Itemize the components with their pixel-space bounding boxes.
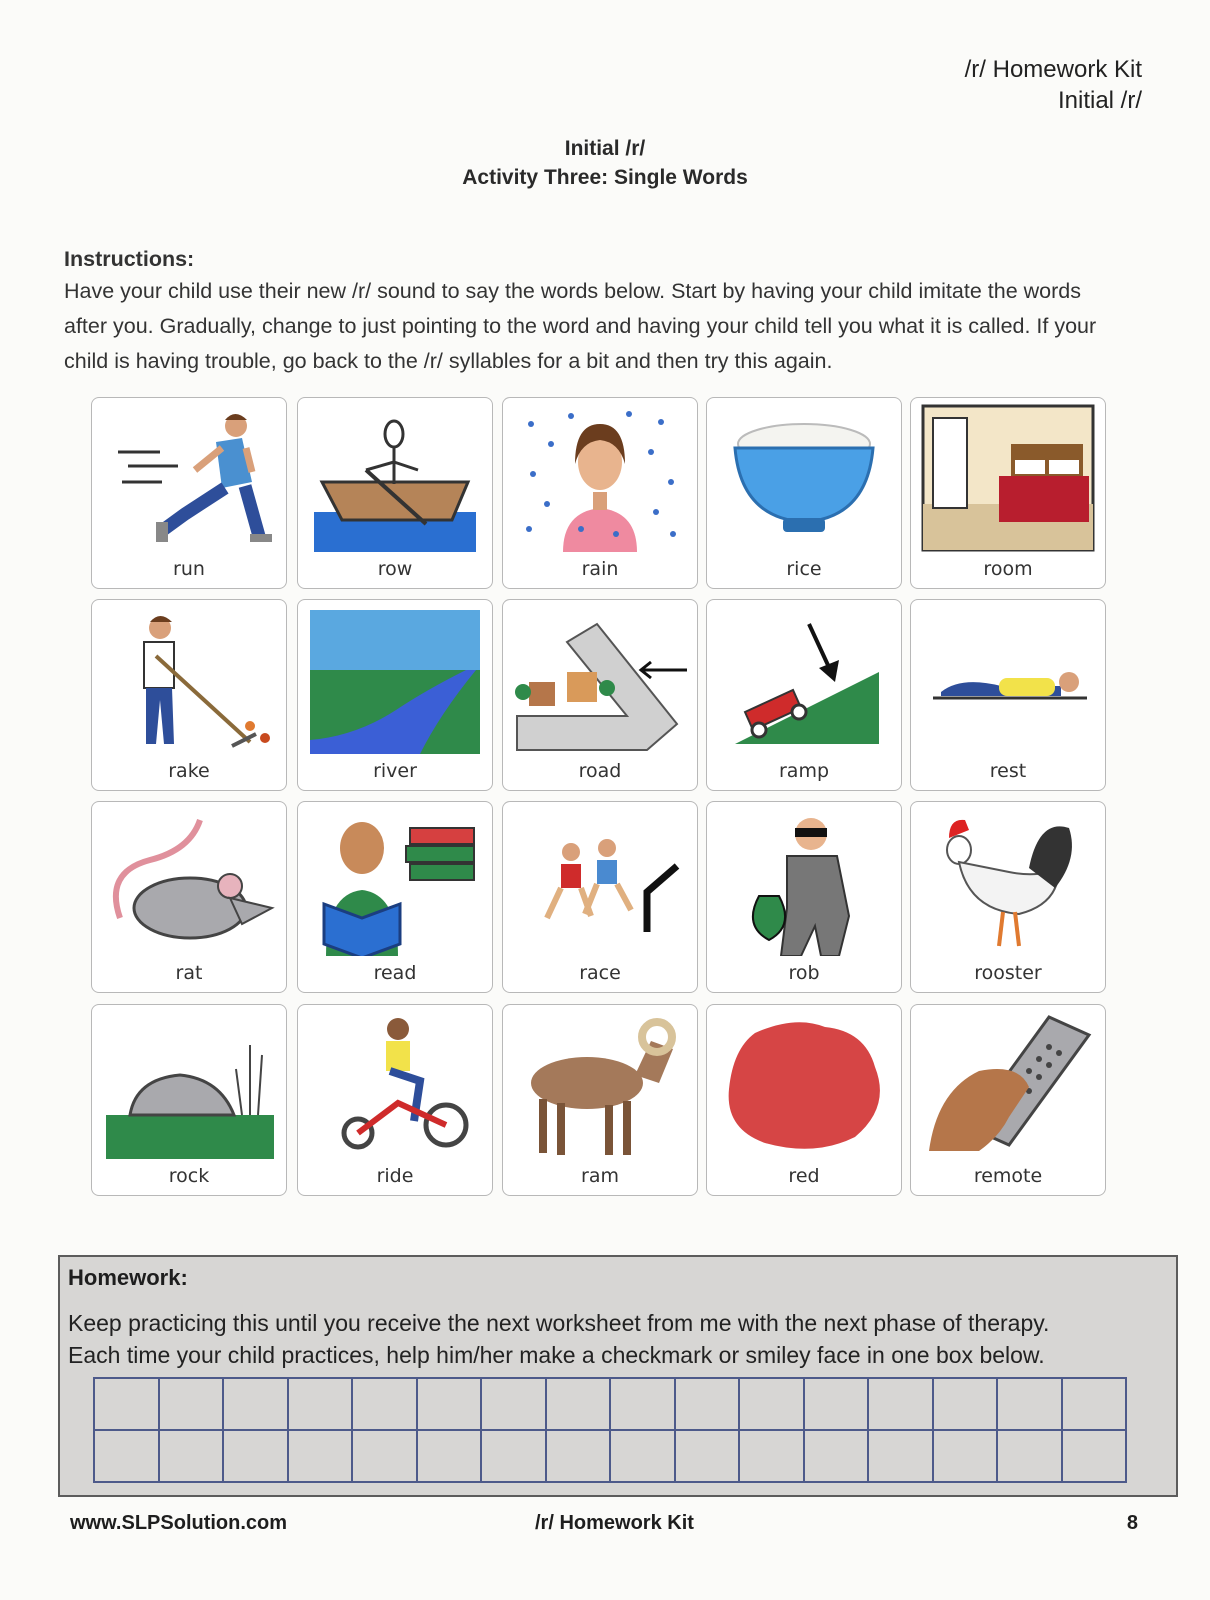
kit-title: /r/ Homework Kit	[964, 56, 1142, 83]
card-rat	[91, 801, 287, 993]
kit-subtitle: Initial /r/	[1057, 87, 1142, 114]
checkbox-cell[interactable]	[675, 1378, 740, 1430]
checkbox-cell[interactable]	[352, 1430, 417, 1482]
checkbox-cell[interactable]	[933, 1378, 998, 1430]
checkbox-cell[interactable]	[675, 1430, 740, 1482]
card-word: red	[788, 1165, 820, 1187]
robber-icon	[715, 808, 893, 956]
checkbox-cell[interactable]	[417, 1430, 482, 1482]
checkmark-grid	[93, 1377, 1127, 1483]
homework-line-1: Keep practicing this until you receive the next worksheet from me with the next phase of therapy.	[68, 1310, 1050, 1336]
card-word: remote	[973, 1165, 1043, 1187]
card-rain	[502, 397, 698, 589]
card-word: race	[579, 962, 621, 984]
ram-icon	[511, 1011, 689, 1159]
checkbox-cell[interactable]	[1062, 1378, 1127, 1430]
checkbox-cell[interactable]	[997, 1378, 1062, 1430]
header-right	[965, 54, 1142, 116]
running-man-icon	[100, 404, 278, 552]
checkbox-cell[interactable]	[94, 1378, 159, 1430]
road-icon	[511, 606, 689, 754]
card-word: ride	[376, 1165, 414, 1187]
rowing-boat-icon	[306, 404, 484, 552]
card-word: river	[373, 760, 417, 782]
checkbox-cell[interactable]	[546, 1430, 611, 1482]
homework-line-2: Each time your child practices, help him/her make a checkmark or smiley face in one box below.	[68, 1342, 1045, 1368]
card-word: road	[578, 760, 622, 782]
card-race	[502, 801, 698, 993]
checkbox-cell[interactable]	[481, 1378, 546, 1430]
reading-child-icon	[306, 808, 484, 956]
raking-man-icon	[100, 606, 278, 754]
footer-website[interactable]: www.SLPSolution.com	[70, 1512, 288, 1534]
race-runners-icon	[511, 808, 689, 956]
card-word: rock	[168, 1165, 210, 1187]
footer-page-number: 8	[1126, 1512, 1138, 1534]
title-line-2: Activity Three: Single Words	[462, 166, 748, 189]
checkbox-cell[interactable]	[546, 1378, 611, 1430]
card-run	[91, 397, 287, 589]
card-word: rake	[168, 760, 210, 782]
card-word: rest	[989, 760, 1027, 782]
card-ram	[502, 1004, 698, 1196]
instructions-line-3: child is having trouble, go back to the /r/ syllables for a bit and then try this again.	[64, 349, 833, 373]
resting-person-icon	[919, 606, 1097, 754]
card-word: room	[983, 558, 1033, 580]
checkbox-cell[interactable]	[159, 1378, 224, 1430]
checkbox-cell[interactable]	[481, 1430, 546, 1482]
card-word: read	[373, 962, 417, 984]
rooster-icon	[919, 808, 1097, 956]
card-room	[910, 397, 1106, 589]
checkbox-cell[interactable]	[933, 1430, 998, 1482]
checkbox-cell[interactable]	[804, 1378, 869, 1430]
card-read	[297, 801, 493, 993]
card-word: rain	[581, 558, 619, 580]
card-word: ramp	[778, 760, 830, 782]
bedroom-icon	[919, 404, 1097, 552]
card-row	[297, 397, 493, 589]
checkbox-cell[interactable]	[417, 1378, 482, 1430]
card-word: rooster	[974, 962, 1042, 984]
checkbox-cell[interactable]	[94, 1430, 159, 1482]
ramp-wagon-icon	[715, 606, 893, 754]
homework-text	[68, 1307, 1168, 1371]
tricycle-rider-icon	[306, 1011, 484, 1159]
checkbox-cell[interactable]	[159, 1430, 224, 1482]
river-icon	[306, 606, 484, 754]
checkbox-cell[interactable]	[997, 1430, 1062, 1482]
card-word: row	[377, 558, 413, 580]
card-road	[502, 599, 698, 791]
card-rock	[91, 1004, 287, 1196]
card-rooster	[910, 801, 1106, 993]
title-line-1: Initial /r/	[564, 137, 646, 160]
checkbox-cell[interactable]	[352, 1378, 417, 1430]
checkbox-cell[interactable]	[1062, 1430, 1127, 1482]
card-rake	[91, 599, 287, 791]
card-word: rice	[786, 558, 822, 580]
card-rob	[706, 801, 902, 993]
homework-heading: Homework:	[68, 1265, 188, 1290]
card-word: rob	[788, 962, 820, 984]
checkbox-cell[interactable]	[739, 1430, 804, 1482]
instructions	[64, 244, 1164, 379]
checkbox-cell[interactable]	[288, 1430, 353, 1482]
instructions-line-2: after you. Gradually, change to just pointing to the word and having your child tell you what it is called. If your	[64, 314, 1097, 338]
rice-bowl-icon	[715, 404, 893, 552]
checkbox-cell[interactable]	[223, 1378, 288, 1430]
checkbox-cell[interactable]	[223, 1430, 288, 1482]
rain-woman-icon	[511, 404, 689, 552]
checkbox-cell[interactable]	[610, 1430, 675, 1482]
card-ride	[297, 1004, 493, 1196]
instructions-heading: Instructions:	[64, 247, 195, 271]
card-ramp	[706, 599, 902, 791]
rock-icon	[100, 1011, 278, 1159]
instructions-line-1: Have your child use their new /r/ sound to say the words below. Start by having your child imitate the words	[64, 279, 1081, 303]
checkbox-cell[interactable]	[739, 1378, 804, 1430]
checkbox-cell[interactable]	[868, 1430, 933, 1482]
footer-kit: /r/ Homework Kit	[535, 1512, 694, 1534]
remote-control-icon	[919, 1011, 1097, 1159]
checkbox-cell[interactable]	[288, 1378, 353, 1430]
checkbox-cell[interactable]	[610, 1378, 675, 1430]
card-red	[706, 1004, 902, 1196]
card-river	[297, 599, 493, 791]
page-title	[0, 134, 1210, 192]
red-blob-icon	[715, 1011, 893, 1159]
card-word: run	[173, 558, 205, 580]
card-word: rat	[175, 962, 203, 984]
homework-box	[58, 1255, 1178, 1497]
checkbox-cell[interactable]	[804, 1430, 869, 1482]
rat-icon	[100, 808, 278, 956]
card-remote	[910, 1004, 1106, 1196]
checkbox-cell[interactable]	[868, 1378, 933, 1430]
card-word: ram	[581, 1165, 619, 1187]
card-rest	[910, 599, 1106, 791]
card-rice	[706, 397, 902, 589]
